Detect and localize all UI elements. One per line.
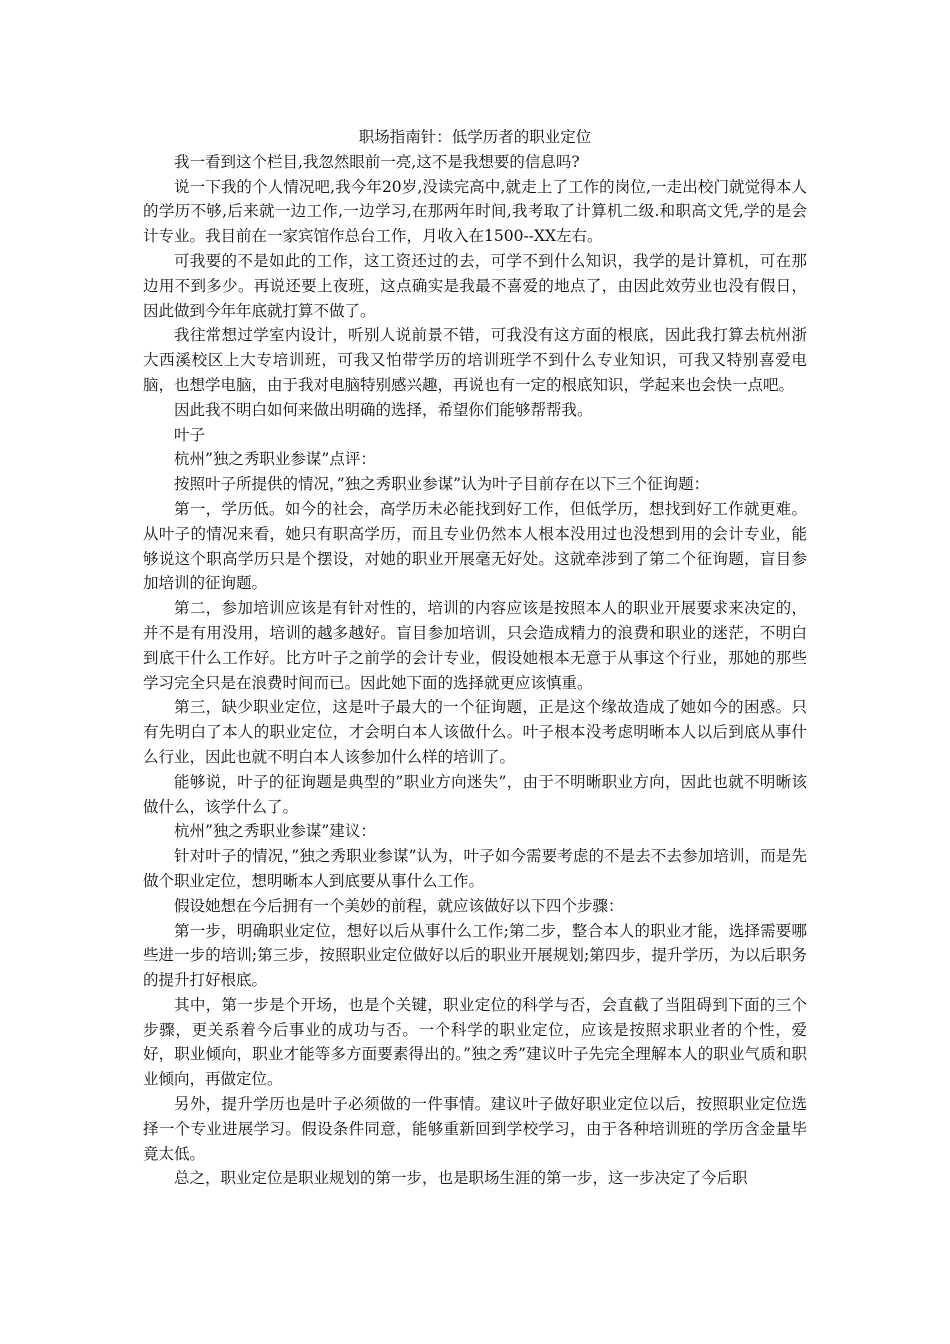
paragraph: 按照叶子所提供的情况，”独之秀职业参谋”认为叶子目前存在以下三个征询题： <box>174 475 710 494</box>
paragraph: 针对叶子的情况，”独之秀职业参谋”认为，叶子如今需要考虑的不是去不去参加培训，而是先做个职业定位，想明晰本人到底要从事什么工作。 <box>143 847 807 890</box>
document-title: 职场指南针：低学历者的职业定位 <box>358 128 592 146</box>
paragraph: 因此我不明白如何来做出明确的选择，希望你们能够帮帮我。 <box>174 400 593 419</box>
section-heading: 杭州”独之秀职业参谋”建议： <box>174 822 376 841</box>
paragraph: 第一，学历低。如今的社会，高学历未必能找到好工作，但低学历，想找到好工作就更难。从叶子的情况来看，她只有职高学历，而且专业仍然本人根本没用过也没想到用的会计专业，能够说这个职高学历只是个摆设，对她的职业开展毫无好处。这就牵涉到了第二个征询题，盲目参加培训的征询题。 <box>143 499 807 593</box>
paragraph: 第一步，明确职业定位，想好以后从事什么工作;第二步，整合本人的职业才能，选择需要哪些进一步的培训;第三步，按照职业定位做好以后的职业开展规划;第四步，提升学历，为以后职务的提升打好根底。 <box>143 921 807 990</box>
paragraph: 假设她想在今后拥有一个美妙的前程，就应该做好以下四个步骤： <box>174 896 624 915</box>
paragraph: 第三，缺少职业定位，这是叶子最大的一个征询题，正是这个缘故造成了她如今的困惑。只有先明白了本人的职业定位，才会明白本人该做什么。叶子根本没考虑明晰本人以后到底从事什么行业，因此也就不明白本人该参加什么样的培训了。 <box>143 698 807 766</box>
paragraph: 第二，参加培训应该是有针对性的，培训的内容应该是按照本人的职业开展要求来决定的，并不是有用没用，培训的越多越好。盲目参加培训，只会造成精力的浪费和职业的迷茫，不明白到底干什么工作好。比方叶子之前学的会计专业，假设她根本无意于从事这个行业，那她的那些学习完全只是在浪费时间而已。因此她下面的选择就更应该慎重。 <box>143 599 807 692</box>
paragraph: 总之，职业定位是职业规划的第一步，也是职场生涯的第一步，这一步决定了今后职 <box>174 1169 748 1188</box>
paragraph: 可我要的不是如此的工作，这工资还过的去，可学不到什么知识，我学的是计算机，可在那边用不到多少。再说还要上夜班，这点确实是我最不喜爱的地点了，由因此效劳业也没有假日，因此做到今年年底就打算不做了。 <box>143 251 807 320</box>
paragraph: 其中，第一步是个开场，也是个关键，职业定位的科学与否，会直截了当阻碍到下面的三个步骤，更关系着今后事业的成功与否。一个科学的职业定位，应该是按照求职业者的个性，爱好，职业倾向，职业才能等多方面要素得出的。”独之秀”建议叶子先完全理解本人的职业气质和职业倾向，再做定位。 <box>143 995 807 1089</box>
paragraph: 能够说，叶子的征询题是典型的”职业方向迷失”，由于不明晰职业方向，因此也就不明晰该做什么，该学什么了。 <box>143 772 807 816</box>
paragraph: 说一下我的个人情况吧,我今年20岁,没读完高中,就走上了工作的岗位,一走出校门就觉得本人的学历不够,后来就一边工作,一边学习,在那两年时间,我考取了计算机二级.和职高文凭,学的是会计专业。我目前在一家宾馆作总台工作，月收入在1500--XX左右。 <box>143 177 807 246</box>
paragraph: 另外，提升学历也是叶子必须做的一件事情。建议叶子做好职业定位以后，按照职业定位选择一个专业进展学习。假设条件同意，能够重新回到学校学习，由于各种培训班的学历含金量毕竟太低。 <box>143 1095 807 1163</box>
paragraph: 我一看到这个栏目,我忽然眼前一亮,这不是我想要的信息吗? <box>174 152 580 171</box>
paragraph: 我往常想过学室内设计，听别人说前景不错，可我没有这方面的根底，因此我打算去杭州浙大西溪校区上大专培训班，可我又怕带学历的培训班学不到什么专业知识，可我又特别喜爱电脑，也想学电脑，由于我对电脑特别感兴趣，再说也有一定的根底知识，学起来也会快一点吧。 <box>143 326 807 394</box>
section-heading: 杭州”独之秀职业参谋”点评： <box>174 450 376 469</box>
signature-line: 叶子 <box>174 425 206 444</box>
document-body <box>143 125 807 1191</box>
